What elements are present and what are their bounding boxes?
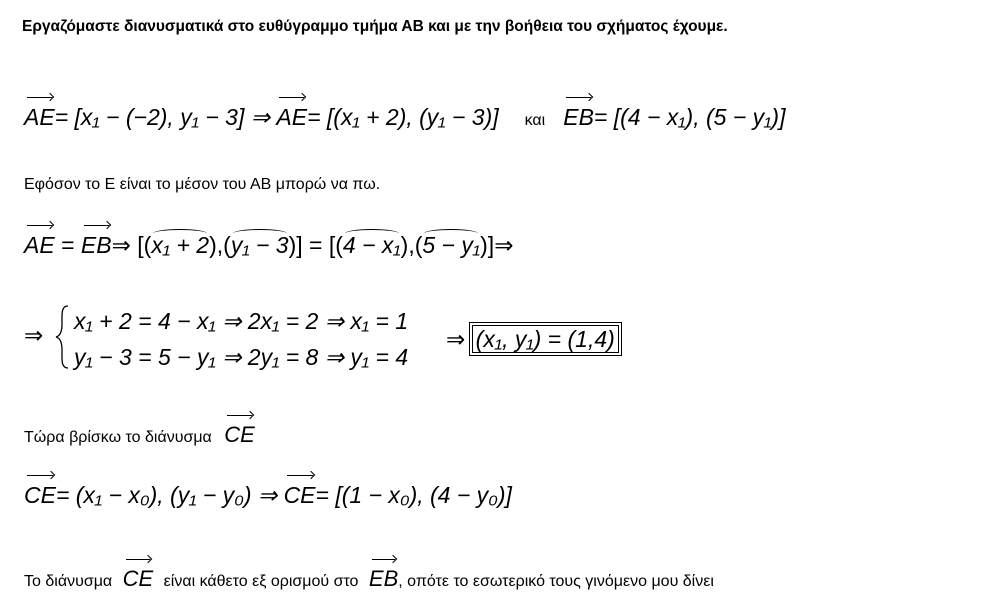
eq1-part-c: = [(4 − x₁), (5 − y₁)]: [593, 104, 786, 130]
midpoint-sentence: Εφόσον το Ε είναι το μέσον του ΑΒ μπορώ να πω.: [24, 176, 381, 193]
eq1-part-a: = [x₁ − (−2), y₁ − 3] ⇒: [54, 104, 277, 130]
equation-ae-eb: [24, 104, 785, 131]
vector-ce: CE: [123, 566, 154, 592]
term-5-minus-y1: 5 − y₁: [422, 232, 481, 258]
find-vector-sentence: Τώρα βρίσκω το διάνυσμα CE: [24, 422, 255, 448]
vector-eb: EB: [81, 232, 112, 259]
vector-eb: EB: [563, 104, 594, 131]
equation-ce: [24, 482, 512, 509]
equation-ae-equals-eb: AE = EB⇒ [(x₁ + 2),(y₁ − 3)] = [(4 − x₁),(5 − y₁)]⇒: [24, 232, 513, 259]
result-implies: ⇒ (x₁, y₁) = (1,4): [446, 326, 619, 353]
vector-ae: AE: [24, 104, 55, 131]
brace-icon: [54, 304, 70, 370]
kai-word: και: [524, 112, 546, 129]
vector-ae: AE: [24, 232, 55, 259]
system-row-2: y₁ − 3 = 5 − y₁ ⇒ 2y₁ = 8 ⇒ y₁ = 4: [74, 344, 409, 370]
vector-ce: CE: [224, 422, 255, 448]
system-row-1: x₁ + 2 = 4 − x₁ ⇒ 2x₁ = 2 ⇒ x₁ = 1: [74, 308, 409, 334]
term-4-minus-x1: 4 − x₁: [342, 232, 401, 258]
vector-ae: AE: [276, 104, 307, 131]
system-implies: ⇒: [24, 322, 44, 348]
heading: Εργαζόμαστε διανυσματικά στο ευθύγραμμο τμήμα ΑΒ και με την βοήθεια του σχήματος έχουμε.: [22, 18, 728, 35]
perpendicular-sentence: Το διάνυσμα CE είναι κάθετο εξ ορισμού στο EB, οπότε το εσωτερικό τους γινόμενο μου δίνει: [24, 566, 714, 592]
vector-ce: CE: [284, 482, 316, 509]
vector-eb: EB: [369, 566, 398, 592]
term-y1-minus-3: y₁ − 3: [230, 232, 289, 258]
vector-ce: CE: [24, 482, 56, 509]
result-box: (x₁, y₁) = (1,4): [472, 325, 619, 353]
term-x1-plus-2: x₁ + 2: [151, 232, 210, 258]
eq1-part-b: = [(x₁ + 2), (y₁ − 3)]: [307, 104, 499, 130]
eq3-part-a: = (x₁ − x₀), (y₁ − y₀) ⇒: [55, 482, 284, 508]
eq3-part-b: = [(1 − x₀), (4 − y₀)]: [315, 482, 512, 508]
